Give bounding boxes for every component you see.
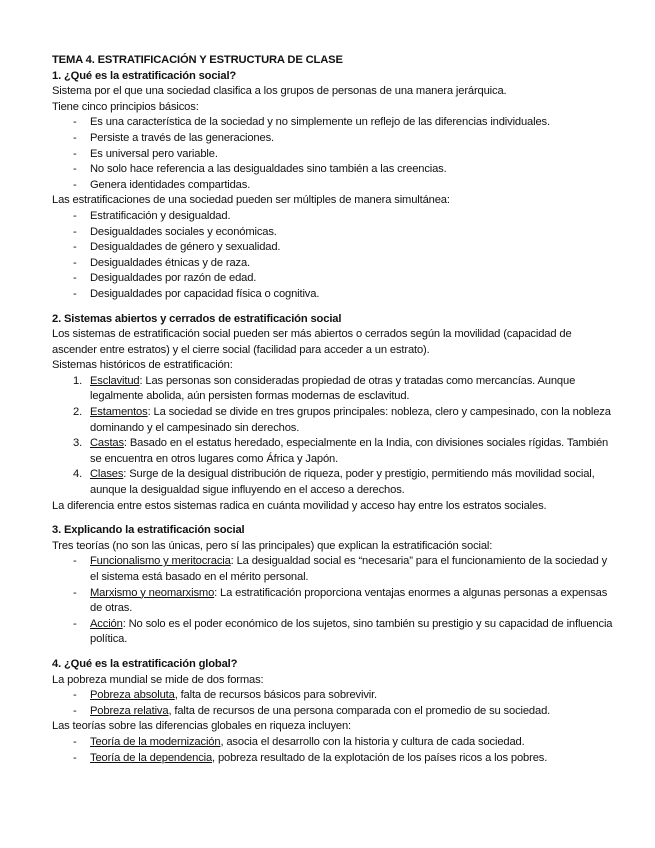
multiples-list [52, 209, 615, 303]
list-item: - No solo hace referencia a las desigualdades sino también a las creencias. [90, 162, 615, 178]
definition: , pobreza resultado de la explotación de los países ricos a los pobres. [212, 751, 548, 764]
term: Teoría de la modernización [90, 735, 221, 748]
global-theories-list [52, 735, 615, 766]
list-item [73, 436, 615, 467]
term: Esclavitud [90, 374, 140, 387]
list-item: - Persiste a través de las generaciones. [90, 131, 615, 147]
list-item [90, 688, 615, 704]
list-item [73, 405, 615, 436]
term: Marxismo y neomarxismo [90, 586, 215, 599]
list-item [73, 467, 615, 498]
list-item: - Estratificación y desigualdad. [90, 209, 615, 225]
section-4-theories-intro: Las teorías sobre las diferencias globales en riqueza incluyen: [52, 720, 352, 733]
section-1-multiples-intro: Las estratificaciones de una sociedad pueden ser múltiples de manera simultánea: [52, 194, 450, 207]
section-4-poverty-intro: La pobreza mundial se mide de dos formas: [52, 673, 264, 686]
list-number: 4. [73, 468, 83, 481]
section-1-principles-intro: Tiene cinco principios básicos: [52, 100, 199, 113]
section-2-heading: 2. Sistemas abiertos y cerrados de estratificación social [52, 312, 342, 325]
definition: : Basado en el estatus heredado, especialmente en la India, con divisiones sociales rígidas. También se encuentra en otros lugares como África y Japón. [90, 437, 609, 465]
section-2-systems-intro: Sistemas históricos de estratificación: [52, 359, 233, 372]
principles-list [52, 115, 615, 193]
list-item: - Genera identidades compartidas. [90, 178, 615, 194]
section-4-heading: 4. ¿Qué es la estratificación global? [52, 657, 238, 670]
definition: : La sociedad se divide en tres grupos principales: nobleza, clero y campesinado, con la nobleza dominando y el campesinado sin derechos. [90, 406, 611, 434]
definition: , asocia el desarrollo con la historia y cultura de cada sociedad. [220, 735, 525, 748]
term: Estamentos [90, 406, 148, 419]
list-item [90, 735, 615, 751]
definition: : Surge de la desigual distribución de riqueza, poder y prestigio, permitiendo más movilidad social, aunque la desigualdad sigue influyendo en el acceso a derechos. [90, 468, 595, 497]
section-3 [52, 523, 615, 648]
definition: : La estratificación proporciona ventajas enormes a algunas personas a expensas de otras. [90, 586, 608, 615]
section-2-intro: Los sistemas de estratificación social pueden ser más abiertos o cerrados según la movilidad (capacidad de ascender entre estratos) y el cierre social (facilidad para acceder a un estrato). [52, 328, 572, 356]
term: Pobreza relativa [90, 704, 169, 717]
list-item: - Es universal pero variable. [90, 147, 615, 163]
historical-systems-list [52, 374, 615, 499]
section-1-heading: 1. ¿Qué es la estratificación social? [52, 69, 237, 82]
section-3-intro: Tres teorías (no son las únicas, pero sí las principales) que explican la estratificación social: [52, 539, 493, 552]
definition: , falta de recursos de una persona comparada con el promedio de su sociedad. [168, 704, 551, 717]
list-item: - Desigualdades sociales y económicas. [90, 225, 615, 241]
list-number: 1. [73, 374, 83, 387]
document-title: TEMA 4. ESTRATIFICACIÓN Y ESTRUCTURA DE CLASE [52, 54, 343, 66]
list-item [90, 751, 615, 767]
list-number: 3. [73, 437, 83, 450]
term: Castas [90, 437, 124, 450]
term: Acción [90, 617, 123, 630]
definition: : La desigualdad social es “necesaria” para el funcionamiento de la sociedad y el sistema está basado en el mérito personal. [90, 555, 608, 583]
list-item [90, 617, 615, 648]
theories-list [52, 554, 615, 648]
poverty-list [52, 688, 615, 719]
list-item [73, 374, 615, 405]
list-item [90, 554, 615, 585]
definition: , falta de recursos básicos para sobrevivir. [174, 689, 378, 702]
list-item: - Es una característica de la sociedad y no simplemente un reflejo de las diferencias individuales. [90, 115, 615, 131]
term: Clases [90, 468, 124, 481]
definition: : Las personas son consideradas propiedad de otras y tratadas como mercancías. Aunque legalmente abolida, aún persisten formas modernas de esclavitud. [90, 374, 576, 403]
section-2-conclusion: La diferencia entre estos sistemas radica en cuánta movilidad y acceso hay entre los estratos sociales. [52, 499, 547, 512]
list-item: - Desigualdades por capacidad física o cognitiva. [90, 287, 615, 303]
term: Funcionalismo y meritocracia [90, 555, 231, 568]
list-item [90, 704, 615, 720]
section-3-heading: 3. Explicando la estratificación social [52, 524, 245, 537]
term: Pobreza absoluta [90, 689, 175, 702]
section-1-definition: Sistema por el que una sociedad clasifica a los grupos de personas de una manera jerárquica. [52, 85, 507, 98]
list-item [90, 586, 615, 617]
term: Teoría de la dependencia [90, 751, 213, 764]
list-item: - Desigualdades por razón de edad. [90, 271, 615, 287]
list-number: 2. [73, 406, 83, 419]
section-4 [52, 657, 615, 766]
section-2 [52, 312, 615, 515]
list-item: - Desigualdades de género y sexualidad. [90, 240, 615, 256]
list-item: - Desigualdades étnicas y de raza. [90, 256, 615, 272]
definition: : No solo es el poder económico de los sujetos, sino también su prestigio y su capacidad de influencia política. [90, 617, 613, 646]
